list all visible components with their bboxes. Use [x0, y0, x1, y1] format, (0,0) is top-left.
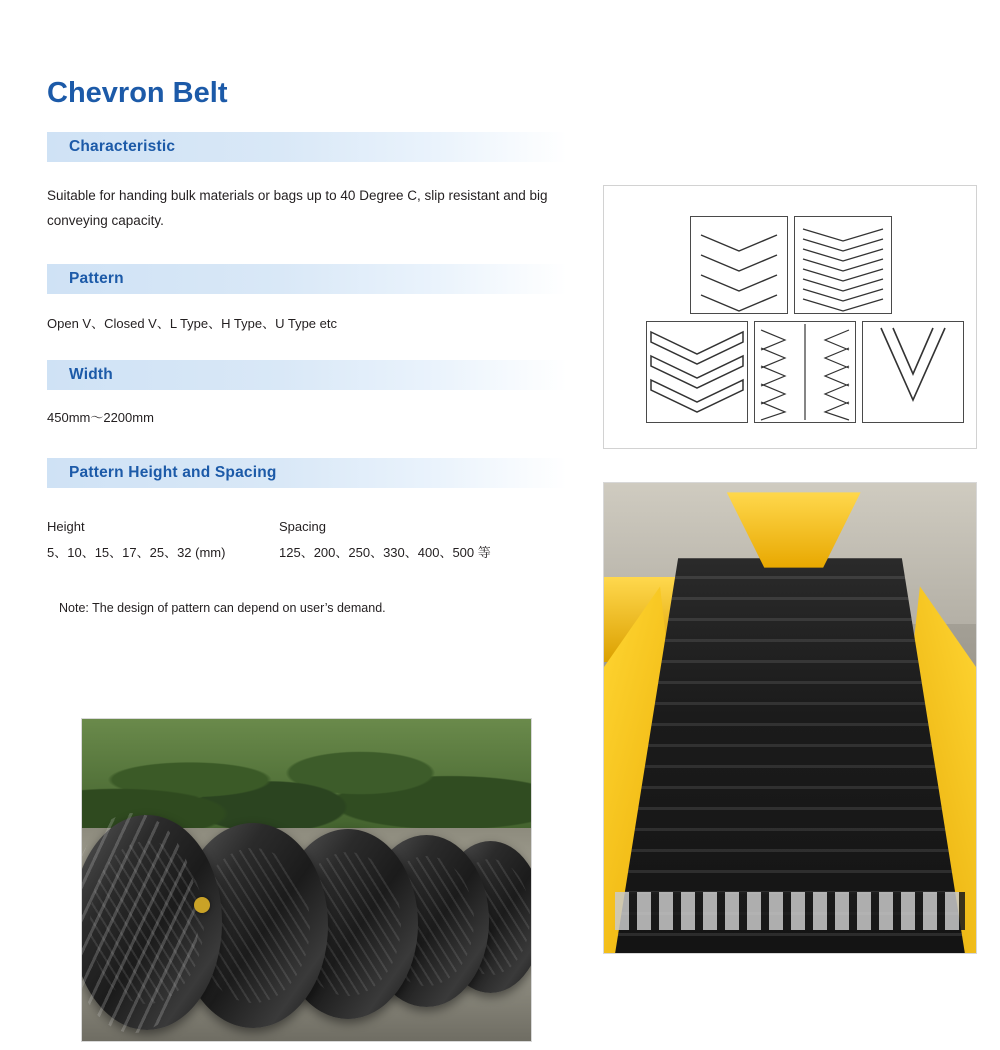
- pattern-box-u-type: [862, 321, 964, 423]
- section-heading-label: Width: [69, 365, 113, 383]
- column-header-height: Height: [47, 518, 85, 534]
- content-column: [47, 78, 567, 618]
- u-type-pattern-icon: [863, 322, 963, 422]
- belt-fasteners: [615, 892, 965, 930]
- section-heading-label: Characteristic: [69, 137, 176, 155]
- spacer: [47, 430, 567, 458]
- cell-spacing-values: 125、200、250、330、400、500 等: [279, 544, 491, 560]
- section-heading-characteristic: [47, 132, 567, 162]
- pattern-box-narrow-v: [794, 216, 892, 314]
- pattern-text: Open V、Closed V、L Type、H Type、U Type etc: [47, 315, 337, 331]
- pattern-spec-table: [47, 514, 567, 566]
- conveyor-photo: [603, 482, 977, 954]
- table-row: [47, 540, 567, 566]
- h-type-pattern-icon: [755, 322, 855, 422]
- section-heading-label: Pattern: [69, 269, 124, 287]
- spacer: [47, 336, 567, 360]
- characteristic-text: Suitable for handing bulk materials or bags up to 40 Degree C, slip resistant and big conveying capacity.: [47, 187, 548, 228]
- pattern-box-closed-v: [646, 321, 748, 423]
- cell-height-values: 5、10、15、17、25、32 (mm): [47, 544, 226, 560]
- closed-v-pattern-icon: [647, 322, 747, 422]
- pattern-diagram-image: [603, 185, 977, 449]
- section-heading-pattern: [47, 264, 567, 294]
- narrow-v-pattern-icon: [795, 217, 891, 313]
- width-text: 450mm～2200mm: [47, 409, 154, 425]
- section-heading-width: [47, 360, 567, 390]
- table-header-row: [47, 514, 567, 540]
- pattern-box-h-type: [754, 321, 856, 423]
- pattern-box-open-v: [690, 216, 788, 314]
- spacer: [47, 234, 567, 264]
- section-heading-pattern-height-spacing: [47, 458, 567, 488]
- open-v-pattern-icon: [691, 217, 787, 313]
- design-note: Note: The design of pattern can depend on user’s demand.: [59, 600, 386, 615]
- page-title: Chevron Belt: [47, 77, 228, 109]
- section-heading-label: Pattern Height and Spacing: [69, 463, 277, 481]
- belt-roll-core: [194, 897, 210, 913]
- column-header-spacing: Spacing: [279, 518, 326, 534]
- belt-rolls-photo: [81, 718, 532, 1042]
